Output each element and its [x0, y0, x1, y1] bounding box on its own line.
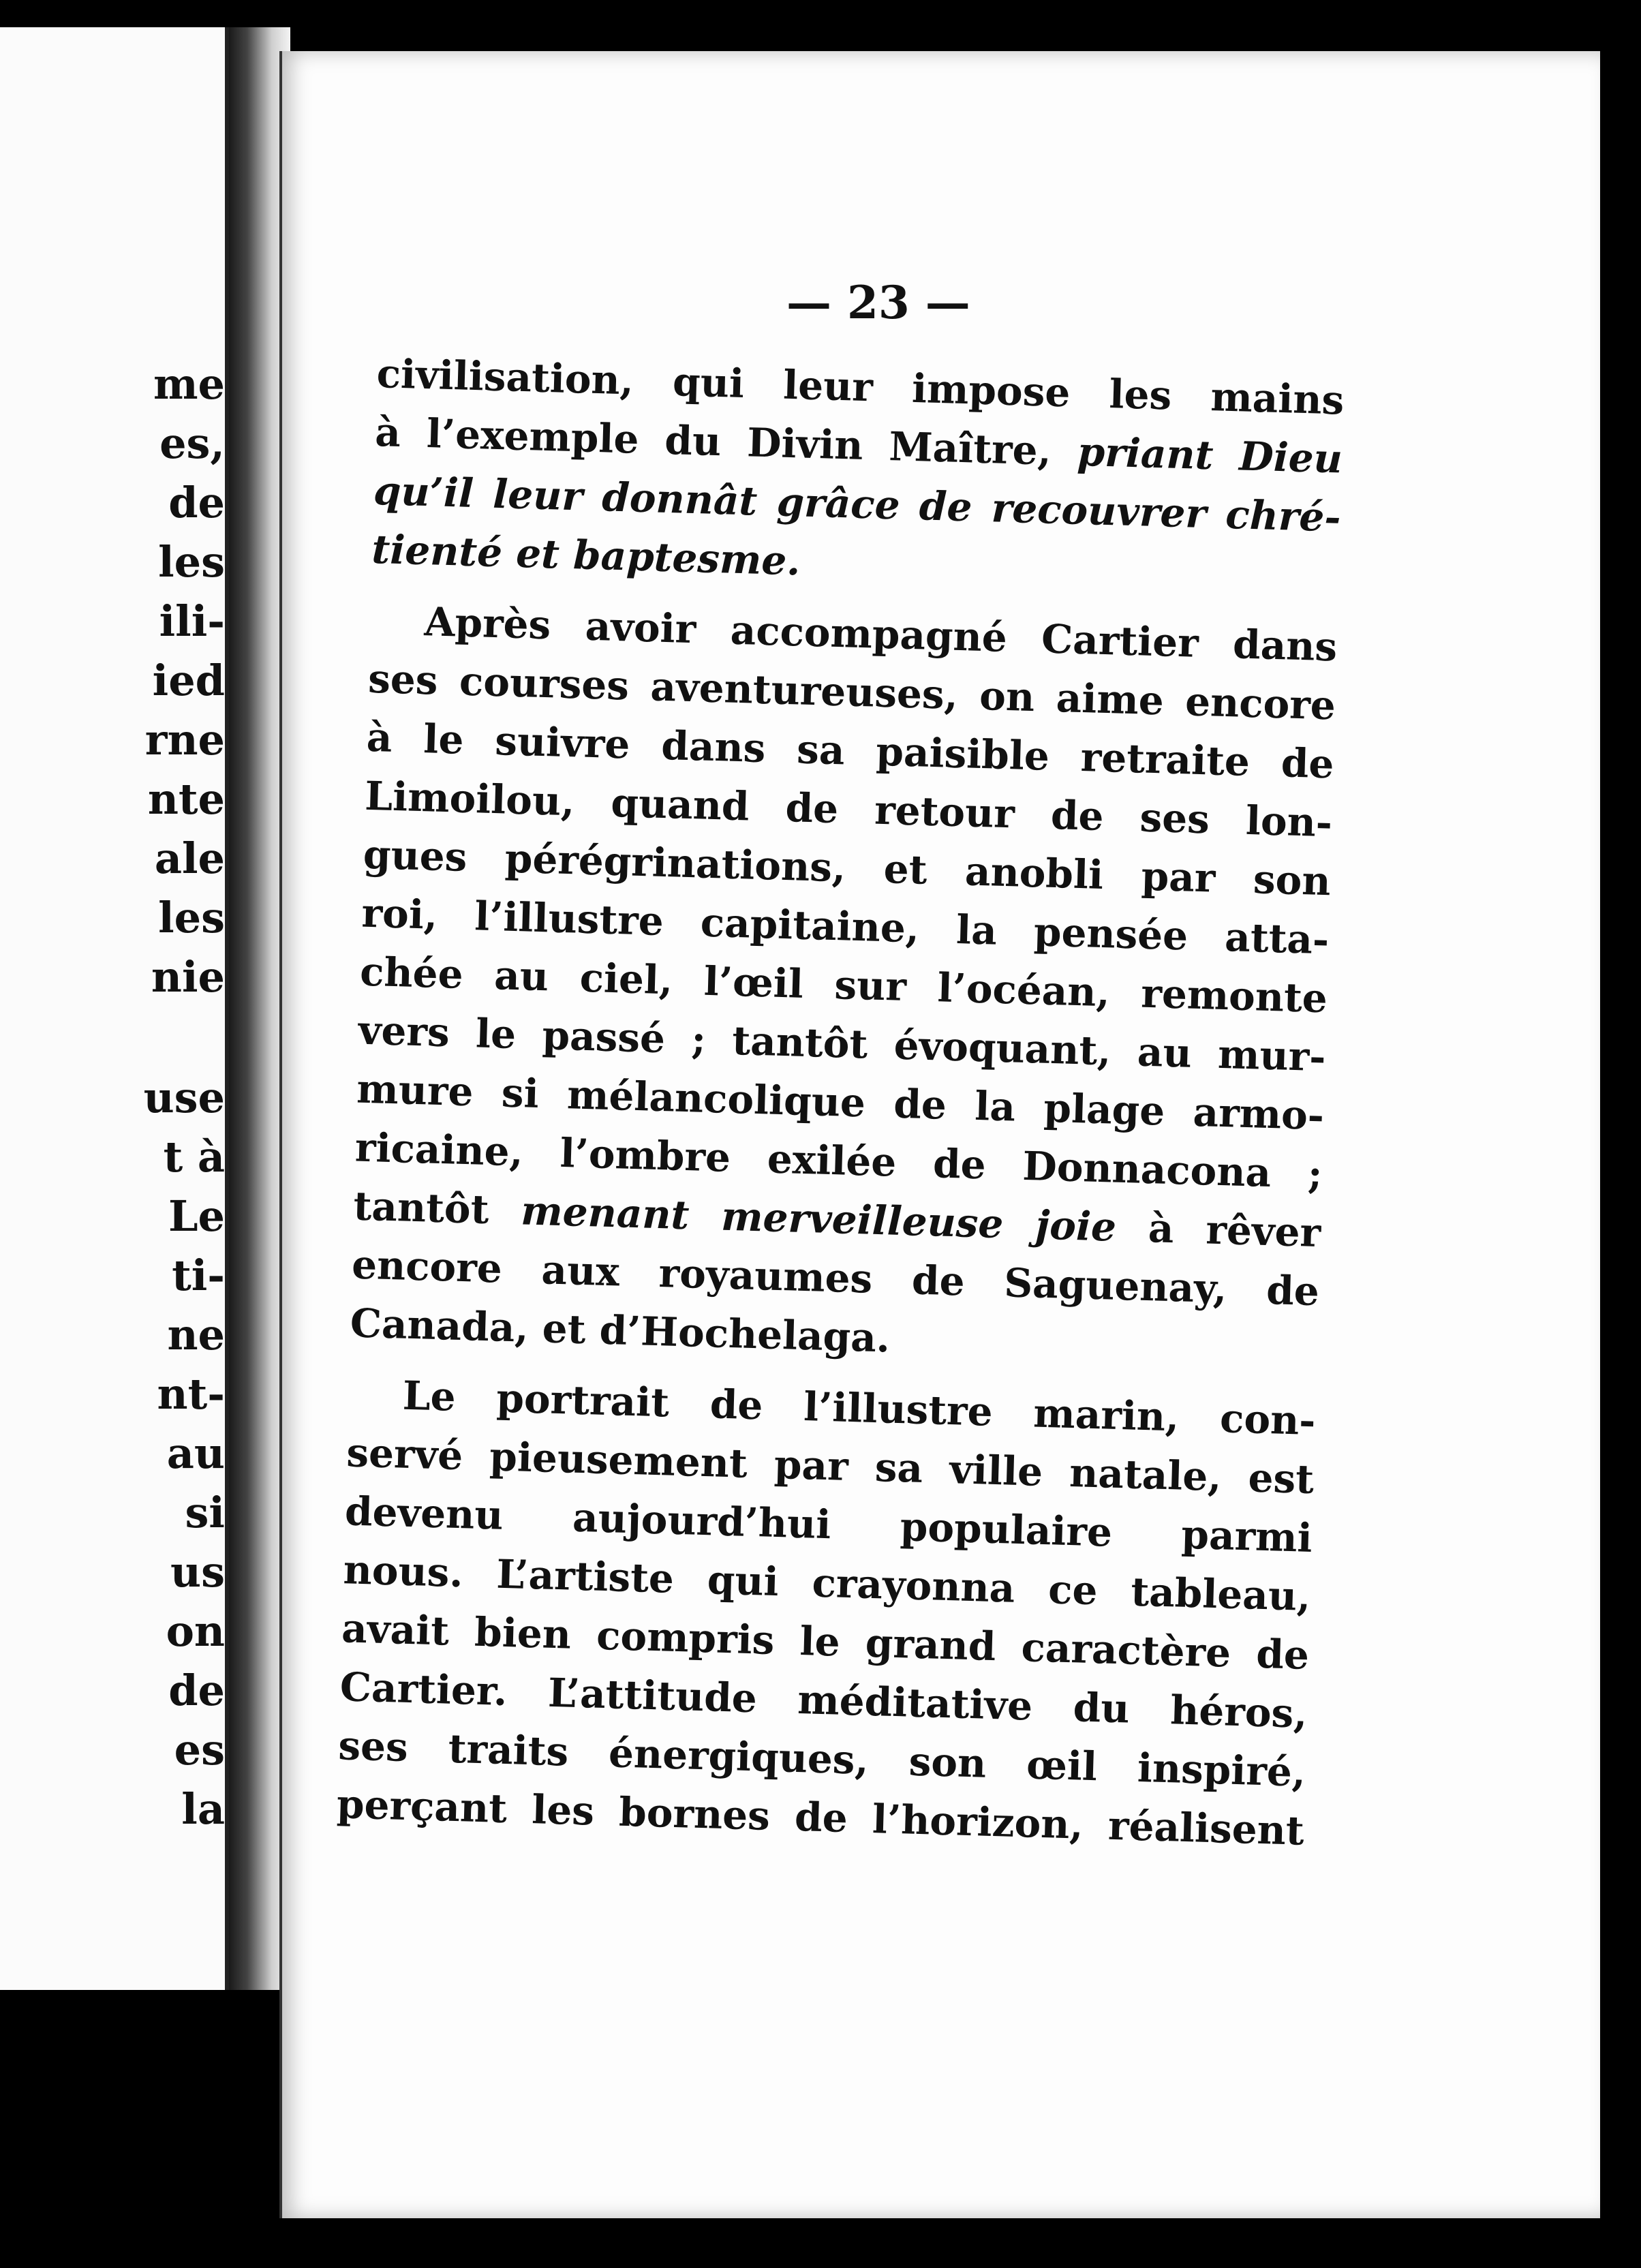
text-span: Canada, et d’Hochelaga.	[349, 1300, 891, 1362]
previous-page-fragment: de	[168, 478, 225, 527]
text-span: mure si mélancolique de la plage armo-	[356, 1065, 1325, 1139]
text-span: Le portrait de l’illustre marin, con-	[401, 1372, 1317, 1445]
previous-page-fragment: on	[166, 1606, 225, 1656]
page-body-text	[336, 344, 1345, 1860]
previous-page-fragment: ied	[152, 656, 225, 705]
previous-page-fragment: ale	[154, 833, 225, 883]
text-span: gues pérégrinations, et anobli par son	[363, 831, 1332, 905]
previous-page-fragment: Le	[168, 1191, 225, 1241]
text-span: ricaine, l’ombre exilée de Donnacona ;	[354, 1124, 1323, 1198]
previous-page-fragment: au	[166, 1428, 225, 1478]
text-span: servé pieusement par sa ville natale, est	[346, 1429, 1315, 1503]
previous-page-fragment: nie	[151, 952, 225, 1002]
text-span: à rêver	[1115, 1204, 1322, 1257]
text-span: avait bien compris le grand caractère de	[341, 1605, 1310, 1679]
previous-page-fragment: si	[185, 1488, 225, 1537]
text-span: Cartier. L’attitude méditative du héros,	[339, 1664, 1308, 1737]
text-span: civilisation, qui leur impose les mains	[375, 350, 1345, 424]
italic-text: qu’il leur donnât grâce de recouvrer chré-	[373, 467, 1342, 541]
text-span: Limoilou, quand de retour de ses lon-	[364, 772, 1333, 846]
previous-page-fragment: ili-	[159, 596, 225, 646]
text-span: ses courses aventureuses, on aime encore	[367, 655, 1336, 729]
previous-page-fragment: ti-	[172, 1251, 225, 1300]
italic-text: priant Dieu	[1076, 428, 1343, 482]
previous-page-fragment: us	[170, 1547, 225, 1597]
italic-text: menant merveilleuse joie	[520, 1187, 1117, 1251]
previous-page-fragment: ne	[167, 1310, 225, 1360]
text-span: encore aux royaumes de Saguenay, de	[351, 1241, 1320, 1315]
text-span: ses traits énergiques, son œil inspiré,	[337, 1722, 1306, 1796]
previous-page-fragment: la	[181, 1784, 225, 1834]
previous-page-text-fragments	[20, 354, 225, 1839]
previous-page-fragment: use	[143, 1073, 225, 1122]
previous-page-fragment: rne	[144, 715, 225, 765]
text-span: à le suivre dans sa paisible retraite de	[365, 714, 1335, 788]
text-span: Après avoir accompagné Cartier dans	[423, 598, 1338, 671]
text-span: chée au ciel, l’œil sur l’océan, remonte	[359, 948, 1328, 1022]
current-page	[279, 51, 1604, 2218]
previous-page-fragment: nt-	[157, 1369, 225, 1419]
previous-page-fragment	[20, 1007, 225, 1068]
previous-page-fragment: les	[158, 537, 225, 587]
text-span: roi, l’illustre capitaine, la pensée atta-	[361, 889, 1330, 964]
scan-border	[1600, 0, 1641, 2268]
text-span: vers le passé ; tantôt évoquant, au mur-	[357, 1007, 1327, 1081]
italic-text: tienté et baptesme.	[371, 525, 801, 585]
text-span: à l’exemple du Divin Maître,	[374, 408, 1078, 475]
previous-page-fragment: de	[168, 1666, 225, 1715]
page-number: — 23 —	[786, 276, 970, 329]
previous-page-fragment: es,	[159, 418, 225, 468]
text-span: devenu aujourd’hui populaire parmi	[344, 1488, 1313, 1561]
previous-page-fragment: me	[153, 359, 225, 409]
text-span: nous. L’artiste qui crayonna ce tableau,	[342, 1546, 1312, 1620]
text-span: perçant les bornes de l’horizon, réalisent	[336, 1781, 1305, 1854]
previous-page-fragment: es	[174, 1725, 225, 1775]
previous-page-fragment: les	[158, 893, 225, 943]
previous-page-fragment: t à	[163, 1132, 225, 1182]
text-span: tantôt	[352, 1182, 522, 1234]
previous-page-fragment: nte	[147, 774, 225, 824]
previous-page	[0, 27, 229, 1990]
